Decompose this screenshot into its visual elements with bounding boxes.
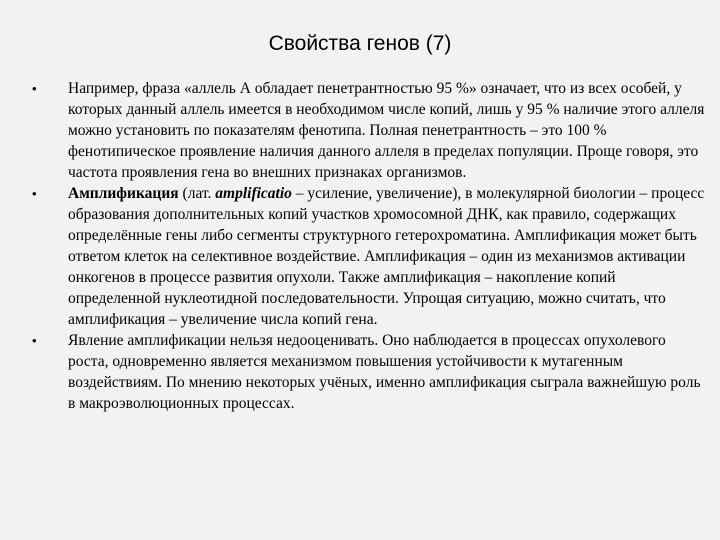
term-latin: amplificatio [215,185,292,202]
bullet-text: Например, фраза «аллель А обладает пенетрантностью 95 %» означает, что из всех особей, у которых данный аллель имеется в необходимом числе копий, лишь у 95 % наличие этого аллеля можно установить по показателям фенотипа. Полная пенетрантность – это 100 % фенотипическое проявление наличия данного аллеля в пределах популяции. Проще говоря, это частота проявления гена во внешних признаках организмов. [68,80,705,181]
bullet-item-amplification [32,183,708,330]
bullet-item-penetrance [32,78,708,183]
bullet-list [32,78,708,414]
bullet-marker: • [32,81,37,96]
slide-title: Свойства генов (7) [268,32,452,55]
bullet-marker: • [32,333,37,348]
bullet-text: – усиление, увеличение), в молекулярной биологии – процесс образования дополнительных копий участков хромосомной ДНК, как правило, содержащих определённые гены либо сегменты структурного гетерохроматина. Амплификация может быть ответом клеток на селективное воздействие. Амплификация – один из механизмов активации онкогенов в процессе развития опухоли. Также амплификация – накопление копий определенной нуклеотидной последовательности. Упрощая ситуацию, можно считать, что амплификация – увеличение числа копий гена. [68,185,705,328]
bullet-marker: • [32,186,37,201]
bullet-item-significance [32,330,708,414]
bullet-text: Явление амплификации нельзя недооценивать. Оно наблюдается в процессах опухолевого роста, одновременно является механизмом повышения устойчивости к мутагенным воздействиям. По мнению некоторых учёных, именно амплификация сыграла важнейшую роль в макроэволюционных процессах. [68,332,701,412]
term-amplification: Амплификация [68,185,179,202]
term-etymology-prefix: (лат. [178,185,216,202]
